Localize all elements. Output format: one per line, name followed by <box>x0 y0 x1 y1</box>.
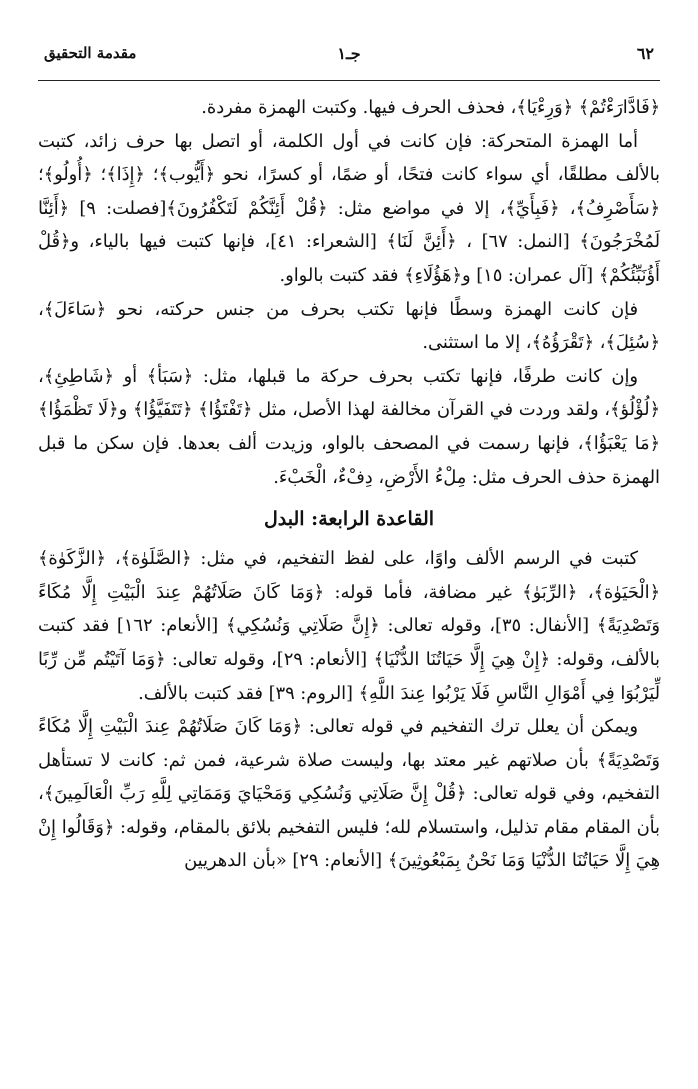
section-heading: القاعدة الرابعة: البدل <box>263 508 435 531</box>
paragraph-2: أما الهمزة المتحركة: فإن كانت في أول الكلمة، أو اتصل بها حرف زائد، كتبت بالألف مطلقًا، أي سواء كانت فتحًا، أو ضمًا، أو كسرًا، نحو ﴿أَيُّوب﴾؛ ﴿إِذَا﴾؛ ﴿أُولُو﴾؛ ﴿سَأَصْرِفُ﴾، ﴿فَبِأَيِّ﴾، إلا في مواضع مثل: ﴿قُلْ أَئِنَّكُمْ لَتَكْفُرُونَ﴾[فصلت: ٩] ﴿أَئِنَّا لَمُخْرَجُونَ﴾ [النمل: ٦٧] ، ﴿أَئِنَّ لَنَا﴾ [الشعراء: ٤١]، فإنها كتبت فيها بالياء، و﴿قُلْ أَؤُنَبِّئُكُمْ﴾ [آل عمران: ١٥] و﴿هَؤُلَاءِ﴾ فقد كتبت بالواو. <box>38 130 660 286</box>
paragraph-5: كتبت في الرسم الألف واوًا، على لفظ التفخيم، في مثل: ﴿الصَّلَوٰة﴾، ﴿الزَّكَوٰة﴾ ﴿الْحَيَوٰة﴾، ﴿الرِّبَوٰ﴾ غير مضافة، فأما قوله: ﴿وَمَا كَانَ صَلَاتُهُمْ عِندَ الْبَيْتِ إِلَّا مُكَاءً وَتَصْدِيَةً﴾ [الأنفال: ٣٥]، وقوله تعالى: ﴿إِنَّ صَلَاتِي وَنُسُكِي﴾ [الأنعام: ١٦٢] فقد كتبت بالألف، وقوله: ﴿إِنْ هِيَ إِلَّا حَيَاتُنَا الدُّنْيَا﴾ [الأنعام: ٢٩]، وقوله تعالى: ﴿وَمَا آتَيْتُم مِّن رِّبًا لِّيَرْبُوَا فِي أَمْوَالِ النَّاسِ فَلَا يَرْبُوا عِندَ اللَّهِ﴾ [الروم: ٣٩] فقد كتبت بالألف. <box>38 548 661 704</box>
paragraph-4: وإن كانت طرفًا، فإنها تكتب بحرف حركة ما قبلها، مثل: ﴿سَبَأ﴾ أو ﴿شَاطِئِ﴾، ﴿لُؤْلُؤ﴾، ولقد وردت في القرآن مخالفة لهذا الأصل، مثل ﴿تَفْتَؤُا﴾ ﴿تَتَفَيَّؤُا﴾ و﴿لَا تَظْمَؤُا﴾ ﴿مَا يَعْبَؤُا﴾، فإنها رسمت في المصحف بالواو، وزيدت ألف بعدها. فإن سكن ما قبل الهمزة حذف الحرف مثل: مِلْءُ الأَرْضِ، دِفْءٌ، الْخَبْءَ. <box>38 365 660 488</box>
section-title: مقدمة التحقيق <box>44 44 137 62</box>
main-text <box>38 91 660 878</box>
paragraph-3: فإن كانت الهمزة وسطًا فإنها تكتب بحرف من جنس حركته، نحو ﴿سَاءَلَ﴾، ﴿سُئِلَ﴾، ﴿تَقْرَؤُهُ﴾، إلا ما استثنى. <box>38 298 660 354</box>
page-number: ٦٢ <box>636 44 654 63</box>
volume-label: جـ١ <box>337 44 361 63</box>
paragraph-1: ﴿فَادَّارَءْتُمْ﴾ ﴿وَرِءْيَا﴾، فحذف الحرف فيها. وكتبت الهمزة مفردة. <box>201 97 660 118</box>
page-header <box>38 40 660 81</box>
paragraph-6: ويمكن أن يعلل ترك التفخيم في قوله تعالى: ﴿وَمَا كَانَ صَلَاتُهُمْ عِندَ الْبَيْتِ إِلَّا مُكَاءً وَتَصْدِيَةً﴾ بأن صلاتهم غير معتد بها، وليست صلاة شرعية، فمن ثم: كانت لا تستأهل التفخيم، وفي قوله تعالى: ﴿قُلْ إِنَّ صَلَاتِي وَنُسُكِي وَمَحْيَايَ وَمَمَاتِي لِلَّهِ رَبِّ الْعَالَمِينَ﴾، بأن المقام مقام تذليل، واستسلام لله؛ فليس التفخيم بلائق بالمقام، وقوله: ﴿وَقَالُوا إِنْ هِيَ إِلَّا حَيَاتُنَا الدُّنْيَا وَمَا نَحْنُ بِمَبْعُوثِينَ﴾ [الأنعام: ٢٩] «بأن الدهريين <box>38 716 660 872</box>
